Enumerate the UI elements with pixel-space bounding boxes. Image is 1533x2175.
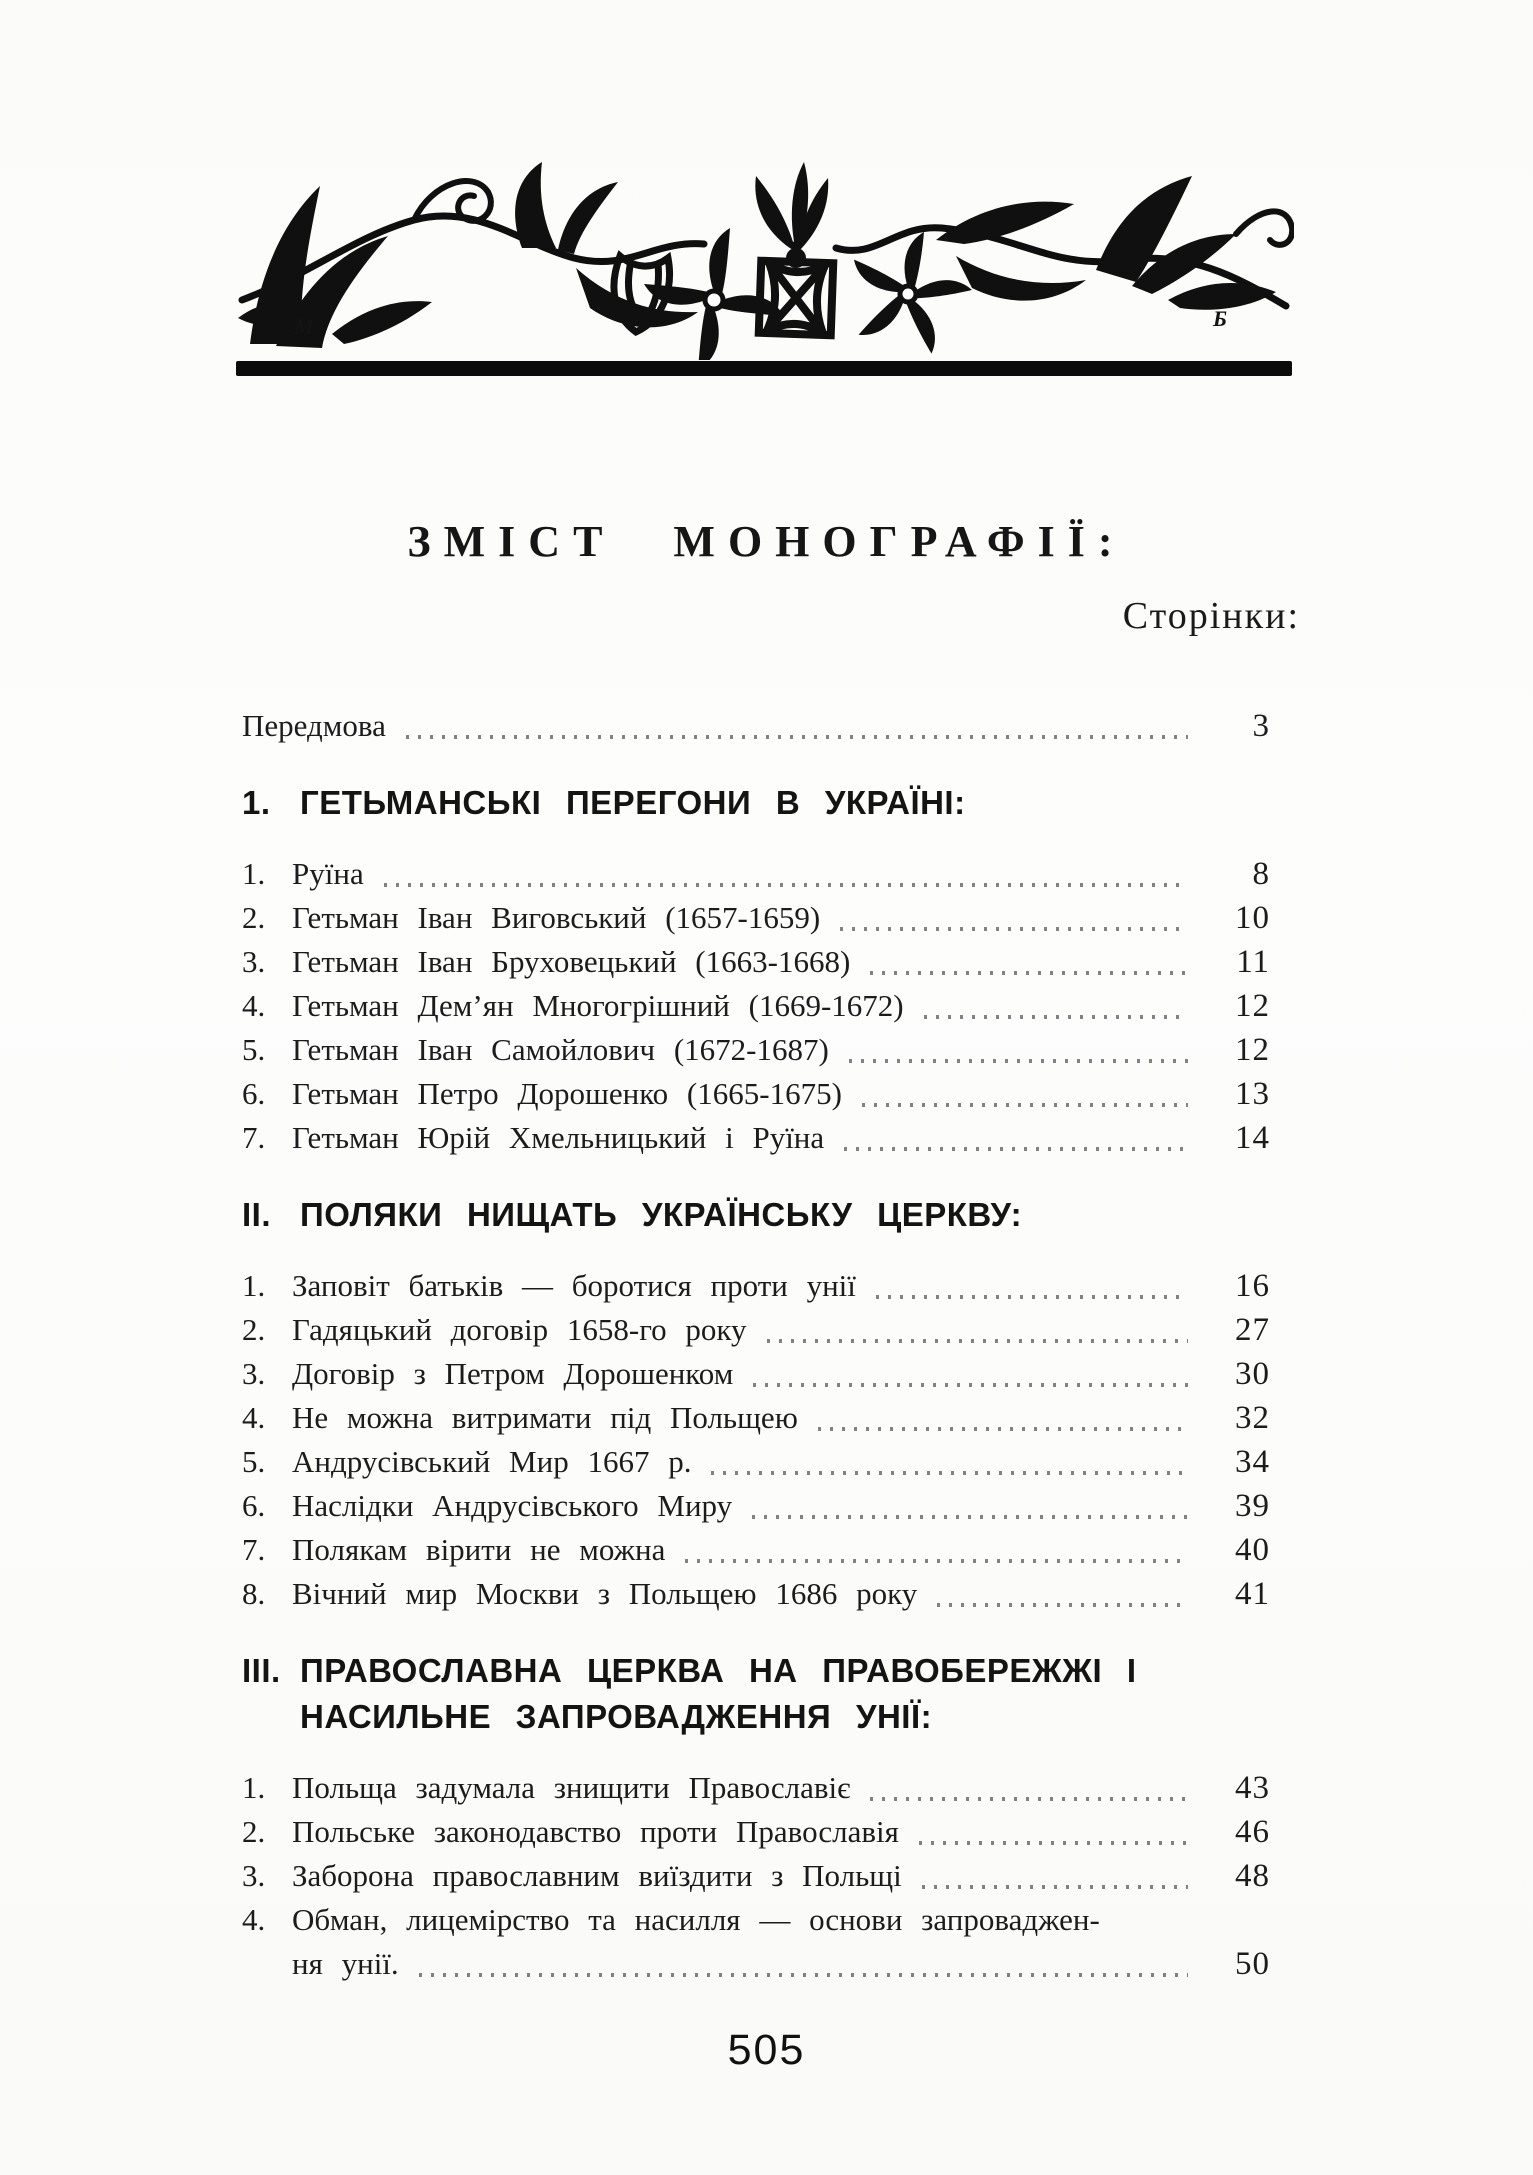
toc-row (242, 1810, 1270, 1854)
dot-leader (406, 735, 1188, 739)
page-number: 14 (1235, 1120, 1270, 1156)
item-number: 8. (242, 1576, 266, 1611)
toc-section (242, 780, 1270, 1160)
page-number: 40 (1235, 1532, 1270, 1568)
toc-section (242, 1648, 1270, 1986)
section-heading-line: НАСИЛЬНЕ ЗАПРОВАДЖЕННЯ УНІЇ: (300, 1698, 933, 1735)
item-number: 3. (242, 1356, 266, 1391)
item-label: Гетьман Дем’ян Многогрішний (1669-1672) (292, 988, 904, 1023)
item-label: Гетьман Петро Дорошенко (1665-1675) (292, 1076, 842, 1111)
item-number: 1. (242, 856, 266, 891)
section-heading-line: ПРАВОСЛАВНА ЦЕРКВА НА ПРАВОБЕРЕЖЖІ І (300, 1652, 1137, 1689)
dot-leader (870, 971, 1188, 975)
page-number: 50 (1235, 1946, 1270, 1982)
dot-leader (767, 1339, 1188, 1343)
dot-leader (862, 1103, 1188, 1107)
section-number: 1. (242, 784, 271, 821)
section-items (242, 1264, 1270, 1616)
item-label: Полякам вірити не можна (292, 1532, 666, 1567)
page-number: 13 (1235, 1076, 1270, 1112)
page-number: 12 (1235, 988, 1270, 1024)
ornament-rule (236, 361, 1292, 376)
item-label: Обман, лицемірство та насилля — основи запроваджен- (292, 1902, 1100, 1937)
toc-row-continuation (242, 1942, 1270, 1986)
section-heading (242, 780, 1270, 826)
item-label: Гетьман Юрій Хмельницький і Руїна (292, 1120, 825, 1155)
page-number: 11 (1236, 944, 1270, 980)
section-title (300, 1192, 1270, 1238)
ornament-monogram-right: Б (1213, 306, 1228, 331)
item-label: Не можна витримати під Польщею (292, 1400, 798, 1435)
section-items (242, 1766, 1270, 1986)
item-number: 5. (242, 1032, 266, 1067)
toc-row (242, 1308, 1270, 1352)
toc-row (242, 1264, 1270, 1308)
toc-row (242, 1898, 1270, 1942)
toc-row (242, 1484, 1270, 1528)
toc-row (242, 1072, 1270, 1116)
dot-leader (919, 1841, 1188, 1845)
page-number: 48 (1235, 1858, 1270, 1894)
toc-row (242, 1528, 1270, 1572)
section-heading (242, 1192, 1270, 1238)
item-label: Гетьман Іван Виговський (1657-1659) (292, 900, 821, 935)
item-number: 4. (242, 1400, 266, 1435)
toc-row (242, 896, 1270, 940)
toc-row (242, 1572, 1270, 1616)
section-items (242, 852, 1270, 1160)
dot-leader (752, 1515, 1188, 1519)
section-heading (242, 1648, 1270, 1740)
item-number: 3. (242, 1858, 266, 1893)
item-number: 1. (242, 1770, 266, 1805)
section-heading-line: ГЕТЬМАНСЬКІ ПЕРЕГОНИ В УКРАЇНІ: (300, 784, 966, 821)
dot-leader (924, 1015, 1188, 1019)
page-number: 12 (1235, 1032, 1270, 1068)
page-number: 39 (1235, 1488, 1270, 1524)
section-title (300, 780, 1270, 826)
toc-row (242, 852, 1270, 896)
item-label: Гетьман Іван Бруховецький (1663-1668) (292, 944, 851, 979)
section-number: II. (242, 1196, 272, 1233)
dot-leader (711, 1471, 1188, 1475)
dot-leader (419, 1973, 1188, 1977)
toc-row (242, 1028, 1270, 1072)
pages-column-label: Сторінки: (1122, 595, 1300, 637)
page-number: 46 (1235, 1814, 1270, 1850)
dot-leader (753, 1383, 1188, 1387)
item-label: Польське законодавство проти Православія (292, 1814, 899, 1849)
item-number: 7. (242, 1532, 266, 1567)
item-number: 2. (242, 1814, 266, 1849)
page-number: 41 (1235, 1576, 1270, 1612)
folio-page-number: 505 (727, 2026, 806, 2074)
item-label: ня унії. (292, 1946, 399, 1981)
toc-section (242, 1192, 1270, 1616)
table-of-contents (242, 704, 1270, 1986)
header-ornament (236, 148, 1294, 384)
item-number: 7. (242, 1120, 266, 1155)
item-number: 1. (242, 1268, 266, 1303)
dot-leader (384, 883, 1188, 887)
dot-leader (685, 1559, 1188, 1563)
toc-row (242, 1440, 1270, 1484)
toc-row (242, 1396, 1270, 1440)
dot-leader (818, 1427, 1188, 1431)
floral-ornament-graphic (236, 148, 1294, 360)
dot-leader (849, 1059, 1188, 1063)
toc-sections (242, 780, 1270, 1986)
section-number: III. (242, 1652, 281, 1689)
dot-leader (937, 1603, 1188, 1607)
page-number: 43 (1235, 1770, 1270, 1806)
toc-row (242, 940, 1270, 984)
dot-leader (876, 1295, 1188, 1299)
dot-leader (922, 1885, 1188, 1889)
page-number: 30 (1235, 1356, 1270, 1392)
page-number: 32 (1235, 1400, 1270, 1436)
item-label: Заповіт батьків — боротися проти унії (292, 1268, 856, 1303)
item-label: Вічний мир Москви з Польщею 1686 року (292, 1576, 918, 1611)
item-label: Руїна (292, 856, 364, 891)
dot-leader (870, 1797, 1188, 1801)
item-label: Заборона православним виїздити з Польщі (292, 1858, 902, 1893)
page-title: ЗМІСТ МОНОГРАФІЇ: (407, 517, 1126, 566)
item-label: Гетьман Іван Самойлович (1672-1687) (292, 1032, 829, 1067)
page-number: 3 (1252, 708, 1270, 744)
toc-row (242, 1116, 1270, 1160)
preface-label: Передмова (242, 708, 386, 743)
item-number: 2. (242, 1312, 266, 1347)
toc-row-preface (242, 704, 1270, 748)
toc-row (242, 1352, 1270, 1396)
toc-row (242, 984, 1270, 1028)
item-number: 2. (242, 900, 266, 935)
page-number: 16 (1235, 1268, 1270, 1304)
section-title (300, 1648, 1270, 1740)
item-number: 4. (242, 988, 266, 1023)
item-label: Наслідки Андрусівського Миру (292, 1488, 733, 1523)
ornament-monogram-left: М (294, 314, 315, 339)
dot-leader (840, 927, 1188, 931)
toc-row (242, 1854, 1270, 1898)
item-number: 4. (242, 1902, 266, 1937)
item-number: 5. (242, 1444, 266, 1479)
toc-row (242, 1766, 1270, 1810)
page-number: 10 (1235, 900, 1270, 936)
section-heading-line: ПОЛЯКИ НИЩАТЬ УКРАЇНСЬКУ ЦЕРКВУ: (300, 1196, 1023, 1233)
page-number: 27 (1235, 1312, 1270, 1348)
item-label: Андрусівський Мир 1667 р. (292, 1444, 692, 1479)
item-number: 6. (242, 1076, 266, 1111)
item-label: Польща задумала знищити Православіє (292, 1770, 851, 1805)
item-label: Договір з Петром Дорошенком (292, 1356, 734, 1391)
page-number: 34 (1235, 1444, 1270, 1480)
page-number: 8 (1252, 856, 1270, 892)
item-label: Гадяцький договір 1658-го року (292, 1312, 747, 1347)
item-number: 3. (242, 944, 266, 979)
item-number: 6. (242, 1488, 266, 1523)
dot-leader (844, 1147, 1188, 1151)
